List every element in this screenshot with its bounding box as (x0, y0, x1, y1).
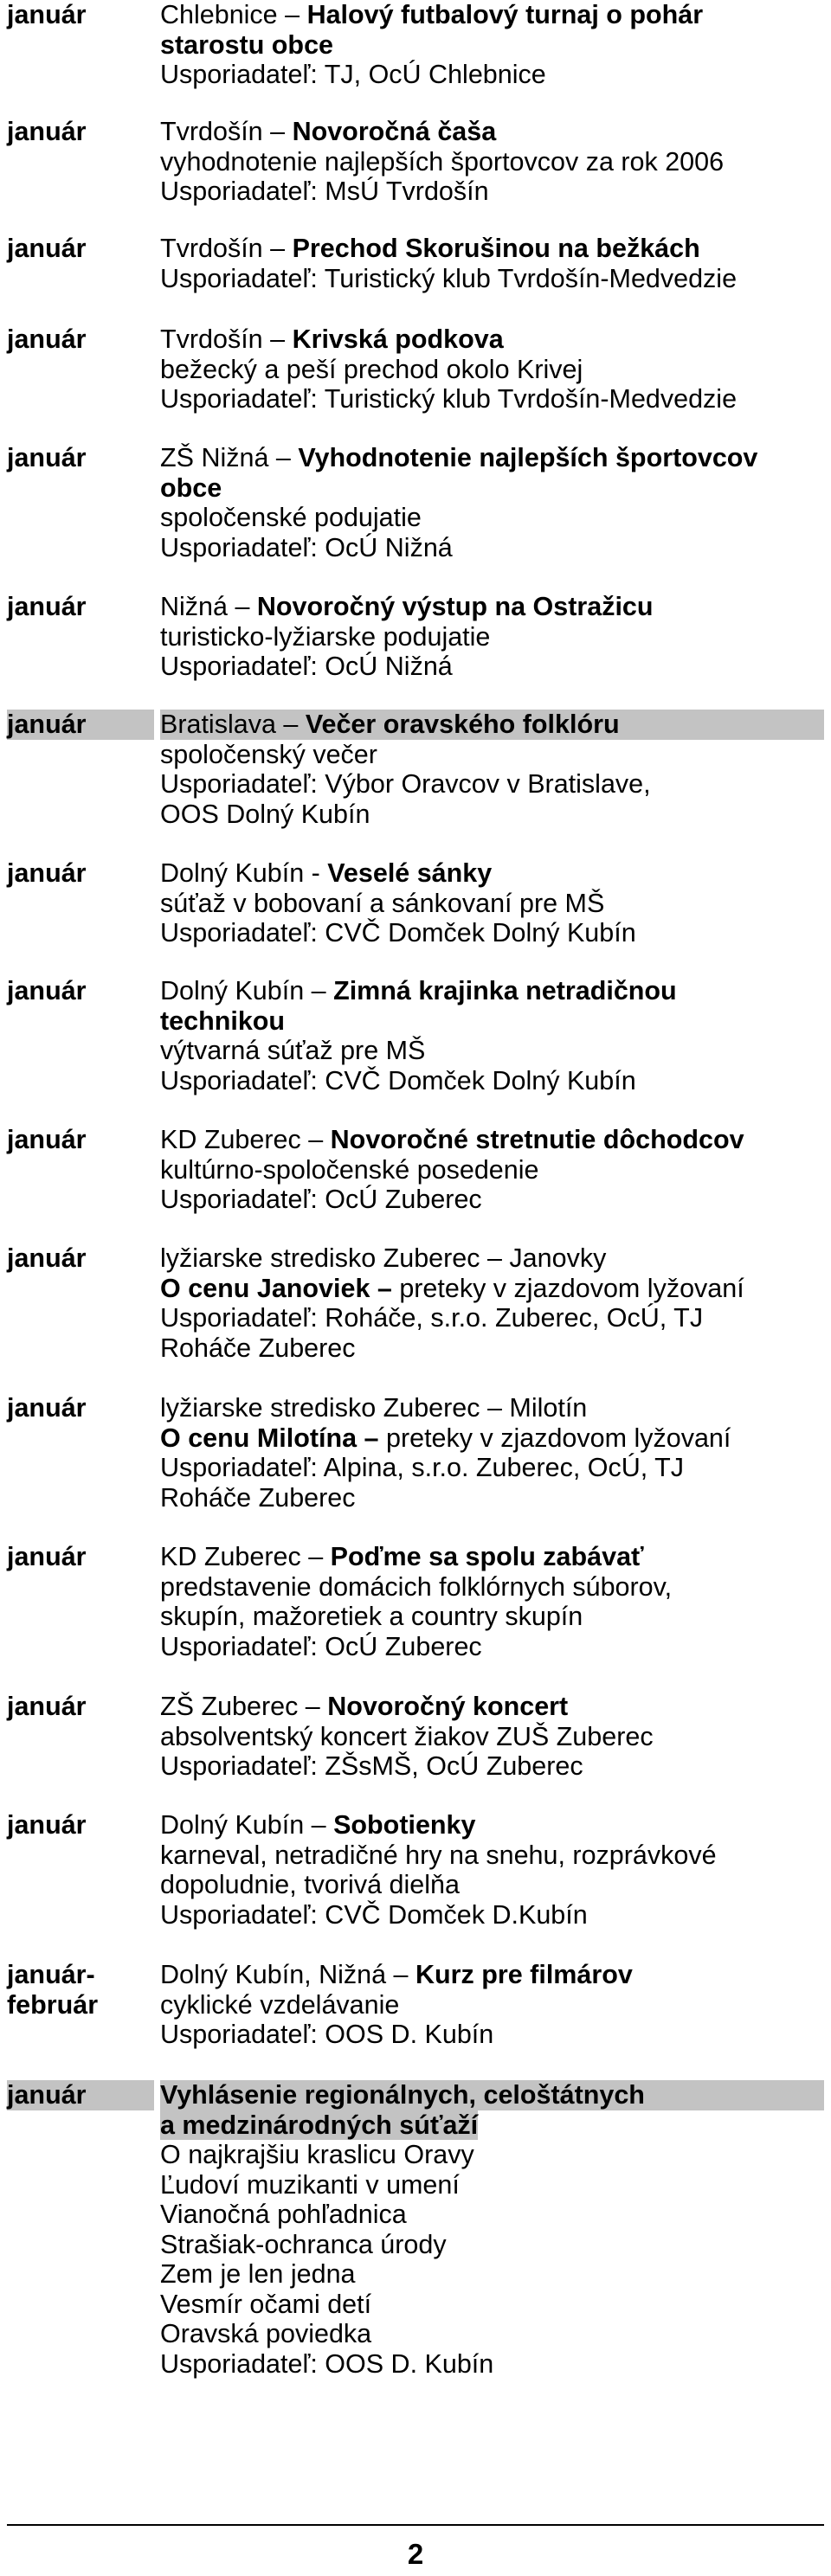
event-description-cont: skupín, mažoretiek a country skupín (160, 1602, 583, 1631)
event-place: Dolný Kubín – (160, 1810, 334, 1840)
competitions-heading (160, 2080, 824, 2110)
event-name: Novoročné stretnutie dôchodcov (330, 1125, 744, 1154)
event-place: Dolný Kubín – (160, 976, 334, 1005)
event-place: Tvrdošín – (160, 324, 293, 354)
event-body (160, 2080, 824, 2379)
competitions-entry (7, 2080, 824, 2379)
event-place: Dolný Kubín, Nižná – (160, 1960, 416, 1989)
event-entry (7, 1810, 824, 1930)
event-body (160, 443, 824, 562)
event-place: ZŠ Zuberec – (160, 1692, 328, 1721)
event-place: KD Zuberec – (160, 1542, 331, 1571)
event-place: Tvrdošín – (160, 234, 293, 263)
event-organizer-cont: OOS Dolný Kubín (160, 799, 370, 829)
event-title-line (160, 1960, 824, 1990)
event-organizer: Usporiadateľ: Turistický klub Tvrdošín-Medvedzie (160, 384, 738, 414)
event-name: Novoročná čaša (292, 117, 497, 146)
event-body (160, 592, 824, 682)
event-place: Tvrdošín – (160, 117, 293, 146)
event-organizer: Usporiadateľ: OOS D. Kubín (160, 2020, 494, 2049)
event-body (160, 1960, 824, 2050)
event-title-line (160, 234, 824, 264)
event-month: január (7, 1393, 87, 1423)
event-month: január (7, 443, 87, 472)
event-title-line (160, 0, 824, 30)
competition-item: Ľudoví muzikanti v umení (160, 2169, 460, 2200)
event-organizer: Usporiadateľ: OcÚ Nižná (160, 532, 453, 562)
event-description: súťaž v bobovaní a sánkovaní pre MŠ (160, 888, 605, 918)
event-month: január (7, 117, 87, 146)
event-title-line (160, 710, 824, 740)
footer-divider (7, 2524, 824, 2526)
competition-item: Vianočná pohľadnica (160, 2200, 407, 2229)
event-description: kultúrno-spoločenské posedenie (160, 1154, 539, 1185)
event-name-cont: starostu obce (160, 29, 333, 60)
event-name: Poďme sa spolu zabávať (330, 1542, 644, 1571)
event-title-line (160, 443, 824, 473)
event-title-line (160, 1810, 824, 1840)
event-name-cont: obce (160, 472, 222, 503)
event-place: Dolný Kubín - (160, 858, 328, 888)
event-month: január (7, 234, 87, 263)
event-organizer: Usporiadateľ: Roháče, s.r.o. Zuberec, OcÚ, TJ (160, 1303, 704, 1333)
event-entry (7, 117, 824, 207)
competition-item: Vesmír očami detí (160, 2289, 372, 2319)
event-organizer: Usporiadateľ: Turistický klub Tvrdošín-Medvedzie (160, 263, 738, 293)
event-description-cont: dopoludnie, tvorivá dielňa (160, 1870, 460, 1899)
event-name: Zimná krajinka netradičnou (333, 976, 677, 1005)
event-entry (7, 443, 824, 562)
event-name: Novoročný výstup na Ostražicu (256, 592, 654, 621)
competitions-heading-cont (160, 2110, 824, 2141)
event-place: Nižná – (160, 592, 257, 621)
event-organizer: Usporiadateľ: ZŠsMŠ, OcÚ Zuberec (160, 1751, 583, 1781)
event-description: spoločenské podujatie (160, 503, 422, 532)
event-entry (7, 234, 824, 293)
event-entry (7, 976, 824, 1095)
event-place: Chlebnice – (160, 0, 307, 29)
event-description: turisticko-lyžiarske podujatie (160, 621, 491, 652)
event-body (160, 1810, 824, 1930)
event-body (160, 324, 824, 414)
event-organizer: Usporiadateľ: OcÚ Zuberec (160, 1185, 482, 1214)
event-entry (7, 0, 824, 90)
event-title-line (160, 117, 824, 147)
competitions-heading-text: Vyhlásenie regionálnych, celoštátnych (160, 2080, 645, 2110)
event-title-line (160, 858, 824, 889)
event-month: január (7, 858, 87, 888)
event-month: január (7, 1810, 87, 1840)
event-body (160, 1243, 824, 1363)
event-month: január (7, 1542, 87, 1571)
event-organizer: Usporiadateľ: OOS D. Kubín (160, 2348, 494, 2379)
event-entry (7, 1960, 824, 2050)
event-description: vyhodnotenie najlepších športovcov za rok 2006 (160, 146, 725, 177)
competition-item: Oravská poviedka (160, 2319, 372, 2348)
event-title-line (160, 1542, 824, 1572)
event-body (160, 1125, 824, 1215)
event-name-line: O cenu Milotína – preteky v zjazdovom lyžovaní (160, 1423, 731, 1453)
event-name: Novoročný koncert (327, 1692, 569, 1721)
event-entry (7, 324, 824, 414)
event-place: Bratislava – (160, 710, 306, 739)
event-title-line (160, 592, 824, 622)
event-name: Sobotienky (333, 1810, 476, 1840)
event-description: bežecký a peší prechod okolo Krivej (160, 354, 583, 384)
event-organizer: Usporiadateľ: OcÚ Zuberec (160, 1631, 482, 1661)
page-number: 2 (407, 2538, 424, 2570)
event-organizer: Usporiadateľ: MsÚ Tvrdošín (160, 177, 489, 206)
event-body (160, 1692, 824, 1782)
event-entry (7, 1692, 824, 1782)
event-name: Kurz pre filmárov (416, 1960, 633, 1989)
event-month: január (7, 0, 87, 29)
event-description: spoločenský večer (160, 739, 377, 769)
competition-item: Zem je len jedna (160, 2259, 356, 2289)
event-description: výtvarná súťaž pre MŠ (160, 1036, 426, 1065)
event-body (160, 858, 824, 948)
event-entry-highlighted (7, 710, 824, 829)
event-description: cyklické vzdelávanie (160, 1989, 400, 2020)
event-title-line: lyžiarske stredisko Zuberec – Janovky (160, 1243, 607, 1273)
event-title-line (160, 1692, 824, 1722)
event-organizer: Usporiadateľ: CVČ Domček D.Kubín (160, 1899, 588, 1930)
event-month: január (7, 324, 87, 354)
event-organizer: Usporiadateľ: CVČ Domček Dolný Kubín (160, 918, 636, 948)
event-organizer: Usporiadateľ: Výbor Oravcov v Bratislave, (160, 769, 651, 799)
competitions-heading-cont-text: a medzinárodných súťaží (160, 2110, 479, 2140)
event-name-line: O cenu Janoviek – preteky v zjazdovom lyžovaní (160, 1273, 744, 1303)
event-body (160, 117, 824, 207)
event-month: január (7, 710, 154, 740)
event-entry (7, 1542, 824, 1661)
event-organizer: Usporiadateľ: TJ, OcÚ Chlebnice (160, 60, 546, 89)
event-entry (7, 592, 824, 682)
event-name-cont: technikou (160, 1005, 286, 1036)
event-name: Prechod Skorušinou na bežkách (292, 234, 700, 263)
event-title-line (160, 976, 824, 1006)
event-title-line (160, 324, 824, 355)
event-entry (7, 858, 824, 948)
event-month: január- február (7, 1960, 99, 2020)
event-month: január (7, 1243, 87, 1273)
event-name: Vyhodnotenie najlepších športovcov (298, 443, 758, 472)
event-organizer-cont: Roháče Zuberec (160, 1482, 356, 1513)
competition-item: O najkrajšiu kraslicu Oravy (160, 2140, 474, 2169)
event-entry (7, 1393, 824, 1513)
event-body (160, 976, 824, 1095)
event-organizer-cont: Roháče Zuberec (160, 1333, 356, 1363)
event-name: Veselé sánky (327, 858, 493, 888)
event-body (160, 1393, 824, 1513)
event-title-line: lyžiarske stredisko Zuberec – Milotín (160, 1393, 588, 1423)
event-month: január (7, 976, 87, 1005)
event-month: január (7, 1125, 87, 1154)
event-place: KD Zuberec – (160, 1125, 331, 1154)
event-body (160, 1542, 824, 1661)
event-description: predstavenie domácich folklórnych súborov, (160, 1571, 673, 1602)
event-body (160, 234, 824, 293)
event-name: Halový futbalový turnaj o pohár (306, 0, 704, 29)
competition-item: Strašiak-ochranca úrody (160, 2229, 447, 2259)
event-organizer: Usporiadateľ: Alpina, s.r.o. Zuberec, OcÚ, TJ (160, 1453, 685, 1482)
event-organizer: Usporiadateľ: CVČ Domček Dolný Kubín (160, 1065, 636, 1095)
event-title-line (160, 1125, 824, 1155)
event-month: január (7, 1692, 87, 1721)
event-month: január (7, 592, 87, 621)
event-entry (7, 1243, 824, 1363)
event-description: absolventský koncert žiakov ZUŠ Zuberec (160, 1721, 654, 1751)
event-name: Večer oravského folklóru (305, 710, 620, 739)
event-entry (7, 1125, 824, 1215)
event-name: Krivská podkova (292, 324, 504, 354)
event-body (160, 710, 824, 829)
event-month: január (7, 2080, 154, 2110)
event-organizer: Usporiadateľ: OcÚ Nižná (160, 652, 453, 681)
event-description: karneval, netradičné hry na snehu, rozprávkové (160, 1840, 717, 1870)
event-place: ZŠ Nižná – (160, 443, 299, 472)
event-body (160, 0, 824, 90)
